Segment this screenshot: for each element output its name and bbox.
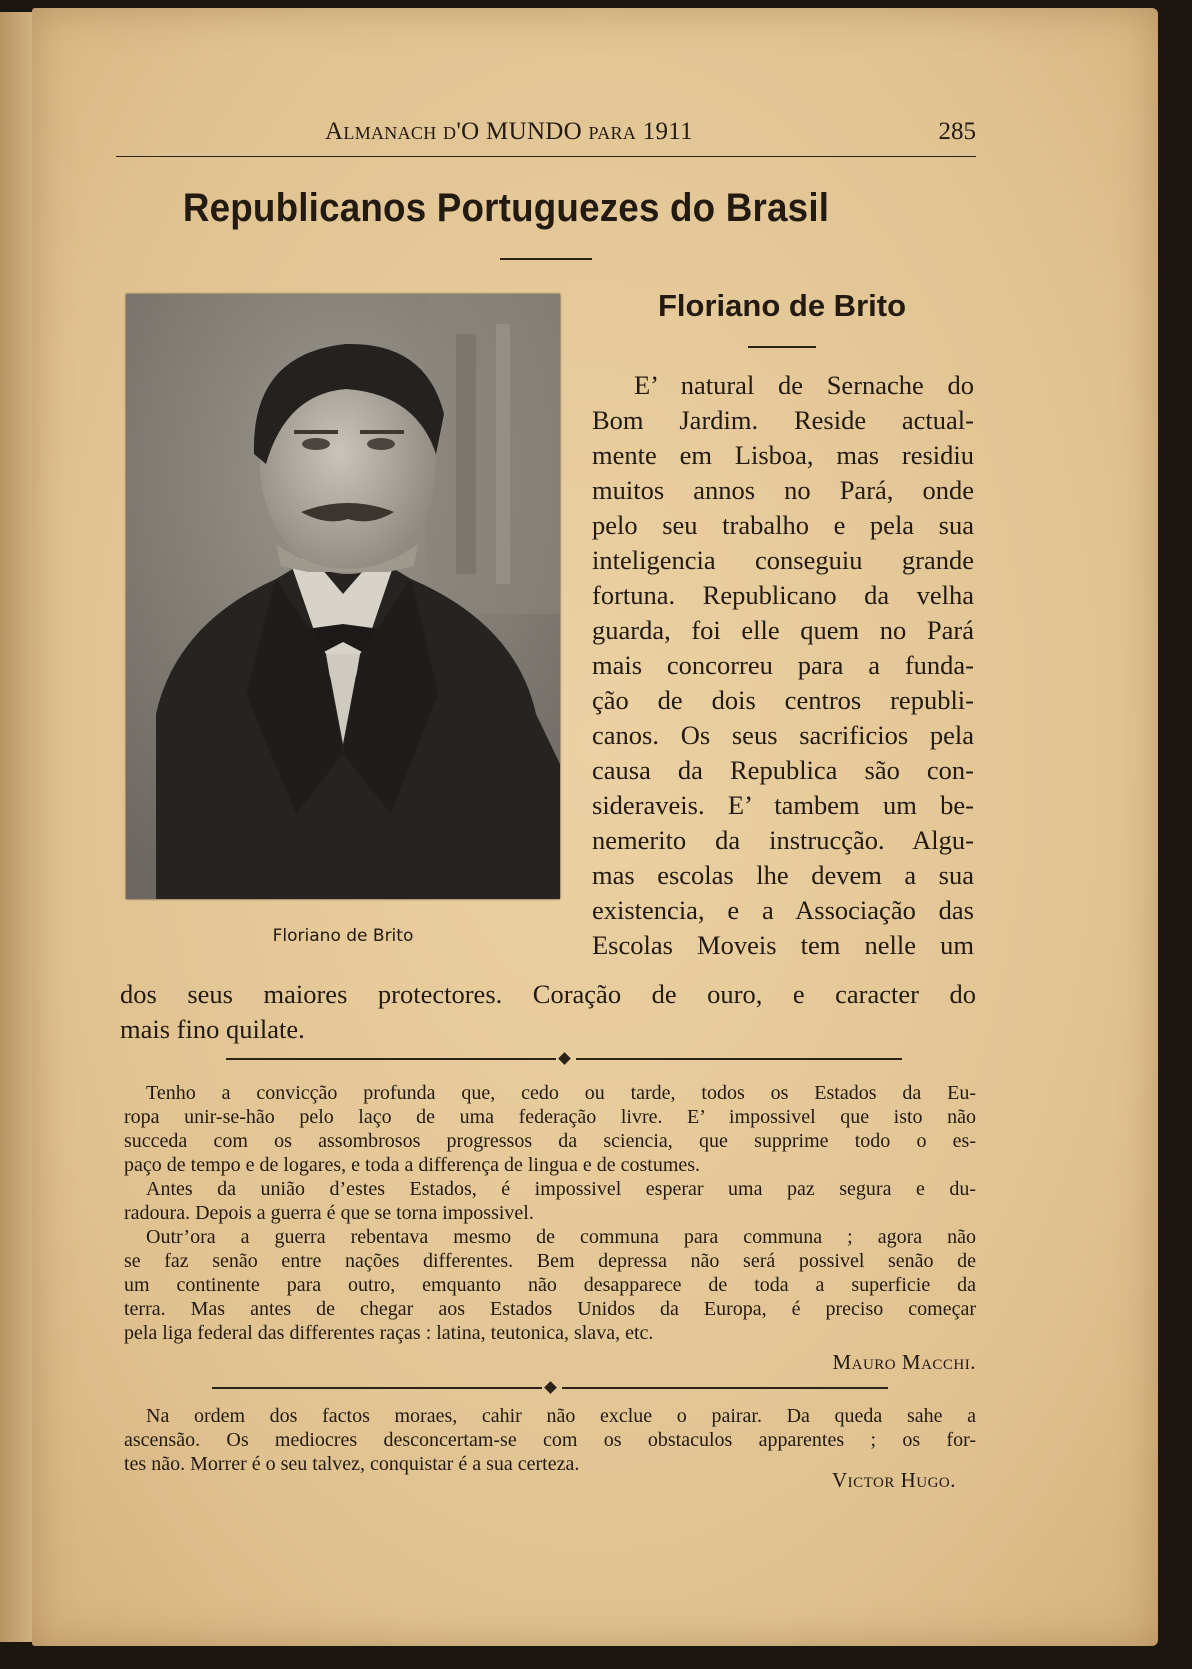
quote-line: Antes da união d’estes Estados, é impossivel esperar uma paz segura e du- [146,1178,976,1200]
article-line: muitos annos no Pará, onde [592,475,974,505]
portrait-photo [126,294,560,899]
quote-line: paço de tempo e de logares, e toda a differença de lingua e de costumes. [124,1154,701,1176]
running-title: Almanach d'O MUNDO para 1911 [325,118,693,145]
article-line: Escolas Moveis tem nelle um [592,930,974,960]
ornament-divider [226,1052,902,1066]
article-line: Bom Jardim. Reside actual- [592,405,974,435]
main-title: Republicanos Portuguezes do Brasil [182,186,830,230]
quote-line: ropa unir-se-hão pelo laço de uma federação livre. E’ impossivel que isto não [124,1106,976,1128]
quote-line: tes não. Morrer é o seu talvez, conquistar é a sua certeza. [124,1453,580,1475]
article-line: nemerito da instrucção. Algu- [592,825,974,855]
ornament-divider [212,1381,888,1395]
quote-line: Outr’ora a guerra rebentava mesmo de communa para communa ; agora não [146,1226,976,1248]
quote-line: ascensão. Os mediocres desconcertam-se com os obstaculos apparentes ; os for- [124,1429,976,1451]
article-line: pelo seu trabalho e pela sua [592,510,974,540]
article-title-rule [748,346,816,348]
quote-line: Tenho a convicção profunda que, cedo ou tarde, todos os Estados da Eu- [146,1082,976,1104]
article-line: mente em Lisboa, mas residiu [592,440,974,470]
quote-line: terra. Mas antes de chegar aos Estados Unidos da Europa, é preciso começar [124,1298,976,1320]
article-line: ção de dois centros republi- [592,685,974,715]
quote-line: succeda com os assombrosos progressos da sciencia, que supprime todo o es- [124,1130,976,1152]
quote-line: um continente para outro, emquanto não desapparece de toda a superficie da [124,1274,976,1296]
quote-line: radoura. Depois a guerra é que se torna impossivel. [124,1202,534,1224]
article-line: inteligencia conseguiu grande [592,545,974,575]
quote-line: pela liga federal das differentes raças : latina, teutonica, slava, etc. [124,1322,654,1344]
quote-author-macchi: Mauro Macchi. [832,1350,976,1374]
photo-caption: Floriano de Brito [272,926,414,946]
article-line: sideraveis. E’ tambem um be- [592,790,974,820]
article-line: dos seus maiores protectores. Coração de ouro, e caracter do [120,979,976,1009]
article-title: Floriano de Brito [658,288,906,323]
article-line: guarda, foi elle quem no Pará [592,615,974,645]
article-line: mas escolas lhe devem a sua [592,860,974,890]
quote-line: Na ordem dos factos moraes, cahir não exclue o pairar. Da queda sahe a [146,1405,976,1427]
article-line: mais concorreu para a funda- [592,650,974,680]
page-number: 285 [938,118,976,145]
quote-line: se faz senão entre nações differentes. Bem depressa não será possivel senão de [124,1250,976,1272]
article-line: causa da Republica são con- [592,755,974,785]
article-line: E’ natural de Sernache do [634,370,974,400]
article-line: mais fino quilate. [120,1014,305,1044]
title-rule [500,258,592,260]
article-line: canos. Os seus sacrificios pela [592,720,974,750]
article-line: existencia, e a Associação das [592,895,974,925]
running-head [116,110,976,157]
quote-author-hugo: Victor Hugo. [831,1468,956,1492]
article-line: fortuna. Republicano da velha [592,580,974,610]
